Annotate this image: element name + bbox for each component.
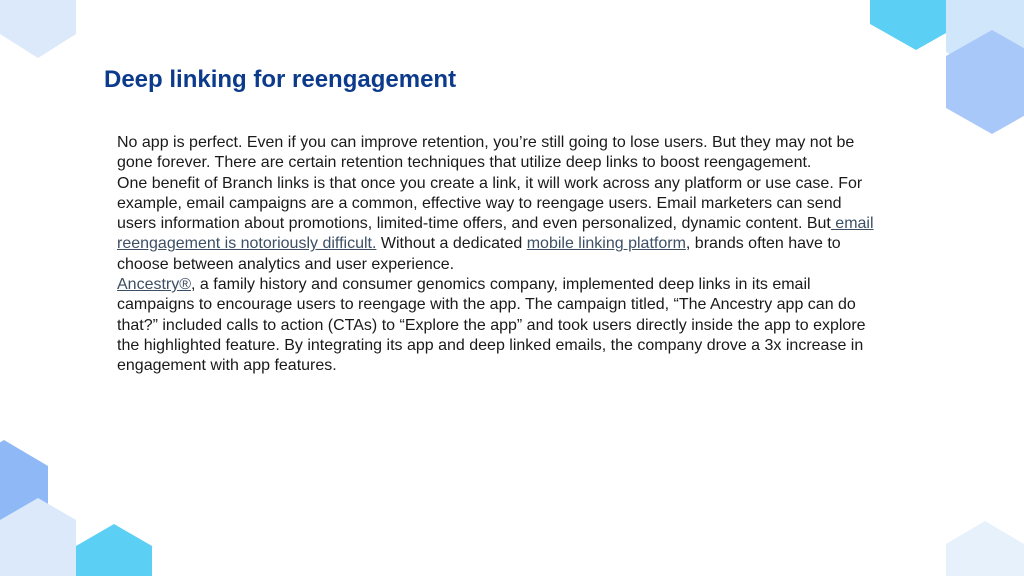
paragraph-ancestry-text: , a family history and consumer genomics company, implemented deep links in its email campaigns to encourage users to reengage with the app. The campaign titled, “The Ancestry app can do that?” included calls to action (CTAs) to “Explore the app” and took users directly inside the app to explore the highlighted feature. By integrating its app and deep linked emails, the company drove a 3x increase in engagement with app features. [117, 276, 866, 375]
slide-body [117, 133, 877, 377]
paragraph-intro-text: No app is perfect. Even if you can improve retention, you’re still going to lose users. But they may not be gone forever. There are certain retention techniques that utilize deep links to boost reengagement. [117, 134, 855, 172]
paragraph-ancestry [117, 275, 877, 376]
paragraph-branch-text: One benefit of Branch links is that once you create a link, it will work across any platform or use case. For example, email campaigns are a common, effective way to reengage users. Email marketers can send users information about promotions, limited-time offers, and even personalized, dynamic content. But [117, 174, 863, 233]
slide-title: Deep linking for reengagement [104, 66, 457, 93]
paragraph-intro [117, 133, 877, 174]
email-reengagement-link[interactable]: email reengagement is notoriously difficult. [117, 215, 874, 253]
paragraph-branch-end-text: , brands often have to choose between analytics and user experience. [117, 235, 841, 273]
hexagon-bottom-left-cyan [76, 524, 152, 576]
hexagon-bottom-right [946, 521, 1024, 576]
paragraph-branch-middle-text: Without a dedicated [376, 235, 527, 253]
hexagon-top-left [0, 0, 76, 58]
paragraph-branch-links [117, 174, 877, 275]
mobile-linking-platform-link[interactable]: mobile linking platform [526, 235, 686, 253]
ancestry-link[interactable]: Ancestry® [117, 276, 192, 294]
